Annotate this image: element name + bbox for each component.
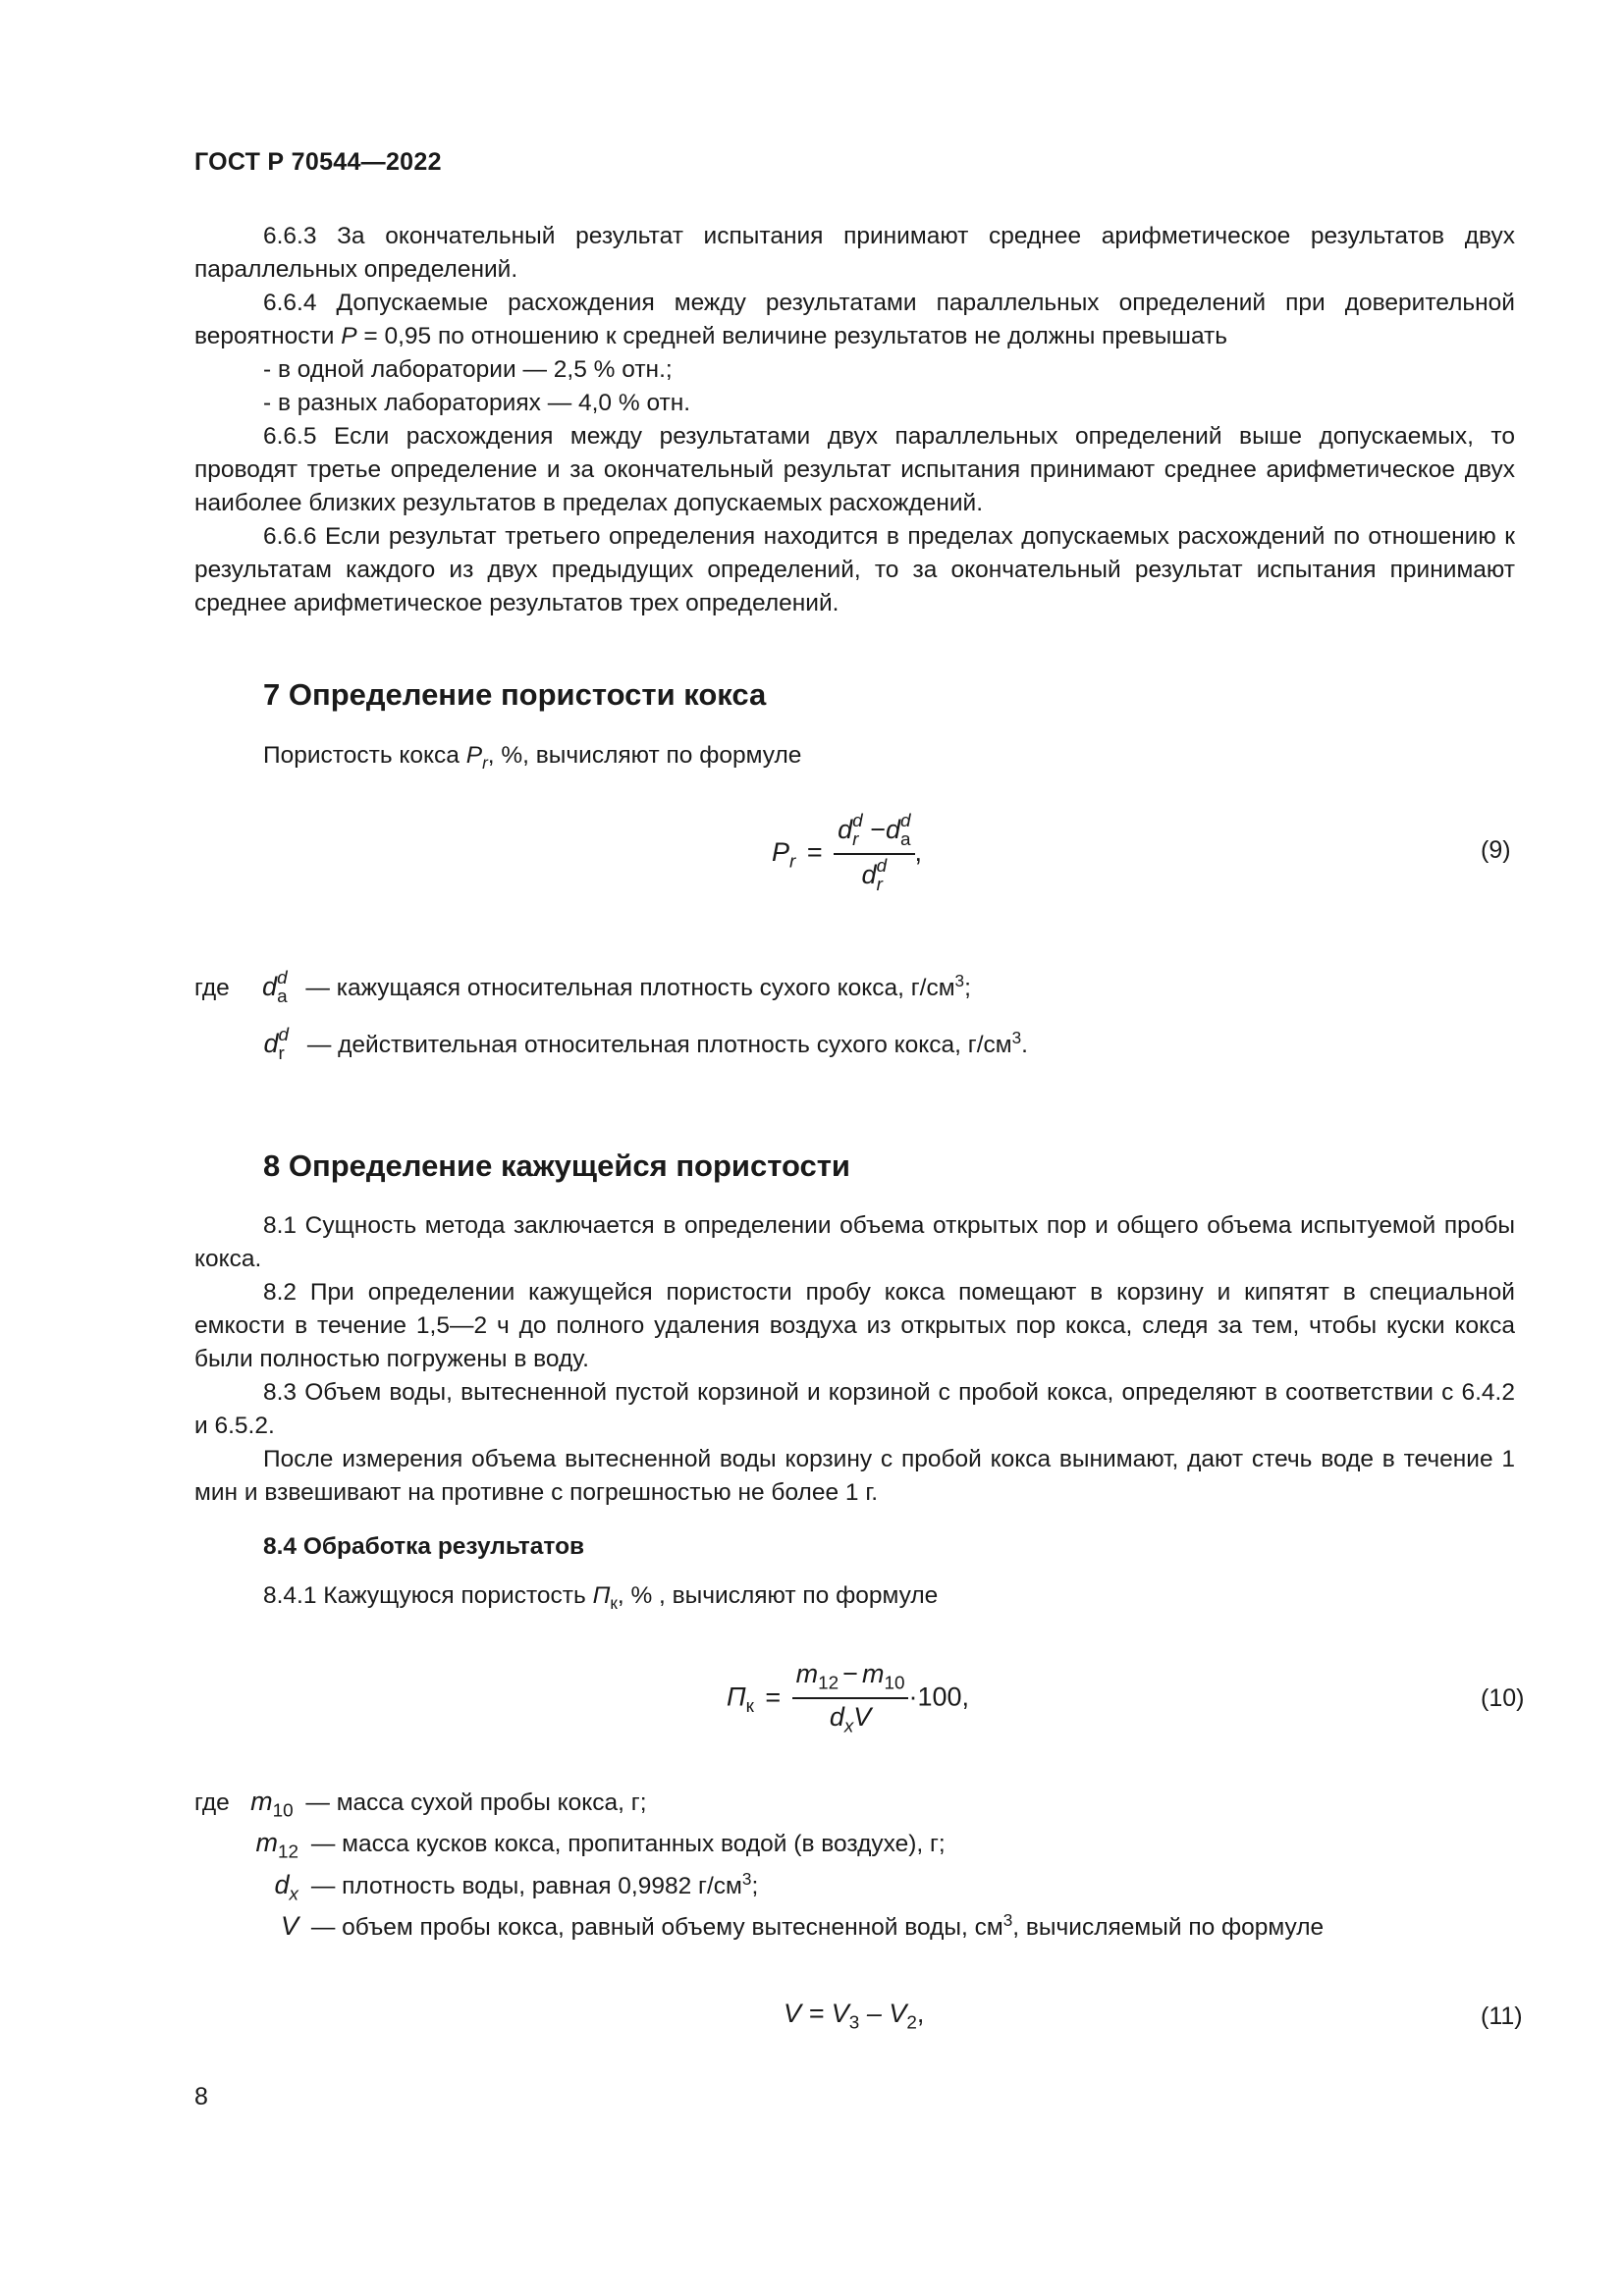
fraction: d d r −d d a d d r xyxy=(834,813,914,895)
equation-number-10: (10) xyxy=(1481,1684,1525,1712)
formula-10: $П_к$ = $\frac{m_{12} - m_{10}}{d_xV}$ ·100, xyxy=(727,1659,970,1737)
definition-v: V — объем пробы кокса, равный объему вытесненной воды, $см^3$, вычисляемый по формуле xyxy=(280,1910,1325,1942)
paragraph-8-1: 8.1 Сущность метода заключается в определении объема открытых пор и общего объема испытуемой пробы кокса. xyxy=(194,1212,1515,1272)
definition-d-r: d d r — действительная относительная плотность сухого кокса, $г/см^3$. xyxy=(263,1025,1028,1064)
paragraph-6-6-4: 6.6.4 Допускаемые расхождения между результатами параллельных определений при доверительной вероятности P = 0,95 по отношению к средней величине результатов не должны превышать xyxy=(194,290,1515,349)
formula-9: $P_r$ = d d r −d d a d d r , xyxy=(772,811,923,895)
section-8-text xyxy=(194,1209,1515,1510)
paragraph-8-4-1: 8.4.1 Кажущуюся пористость $П_к$, % , вычисляют по формуле xyxy=(263,1582,939,1613)
subsection-8-4-title: 8.4 Обработка результатов xyxy=(263,1533,585,1560)
paragraph-8-3-continued: После измерения объема вытесненной воды корзину с пробой кокса вынимают, дают стечь воде в течение 1 мин и взвешивают на противне с погрешностью не более 1 г. xyxy=(194,1446,1515,1506)
section-7-intro: Пористость кокса $P_r$, %, вычисляют по формуле xyxy=(263,742,802,773)
equation-number-9: (9) xyxy=(1481,836,1511,864)
list-item: - в разных лабораториях — 4,0 % отн. xyxy=(263,390,691,416)
paragraph-6-6-5: 6.6.5 Если расхождения между результатами двух параллельных определений выше допускаемых, то проводят третье определение и за окончательный результат испытания принимают среднее арифметическое двух наиболее близких результатов в пределах допускаемых расхождений. xyxy=(194,423,1515,516)
paragraph-6-6-6: 6.6.6 Если результат третьего определения находится в пределах допускаемых расхождений по отношению к результатам каждого из двух предыдущих определений, то за окончательный результат испытания принимают среднее арифметическое результатов трех определений. xyxy=(194,523,1515,616)
fraction: $\frac{m_{12} - m_{10}}{d_xV}$ xyxy=(792,1659,909,1738)
document-header: ГОСТ Р 70544—2022 xyxy=(194,148,442,176)
section-7-title: 7 Определение пористости кокса xyxy=(263,677,767,712)
section-6-text xyxy=(194,220,1515,620)
list-item: - в одной лаборатории — 2,5 % отн.; xyxy=(263,356,673,383)
definition-m10: где $m_{10}$ — масса сухой пробы кокса, г; xyxy=(194,1787,647,1822)
paragraph-8-3: 8.3 Объем воды, вытесненной пустой корзиной и корзиной с пробой кокса, определяют в соответствии с 6.4.2 и 6.5.2. xyxy=(194,1379,1515,1439)
section-8-title: 8 Определение кажущейся пористости xyxy=(263,1148,850,1183)
definition-m12: $m_{12}$ — масса кусков кокса, пропитанных водой (в воздухе), г; xyxy=(255,1828,946,1863)
definition-d-a: где d d a — кажущаяся относительная плотность сухого кокса, $г/см^3$; xyxy=(194,968,971,1007)
paragraph-6-6-3: 6.6.3 За окончательный результат испытания принимают среднее арифметическое результатов двух параллельных определений. xyxy=(194,223,1515,283)
equation-number-11: (11) xyxy=(1481,2002,1523,2030)
formula-11: $V = V_3 - V_2$, xyxy=(784,1999,925,2034)
definition-dx: $d_x$ — плотность воды, равная 0,9982 $г/см^3$; xyxy=(274,1869,759,1905)
paragraph-8-2: 8.2 При определении кажущейся пористости пробу кокса помещают в корзину и кипятят в специальной емкости в течение 1,5—2 ч до полного удаления воздуха из открытых пор кокса, следя за тем, чтобы куски кокса были полностью погружены в воду. xyxy=(194,1279,1515,1372)
page-number: 8 xyxy=(194,2083,208,2110)
